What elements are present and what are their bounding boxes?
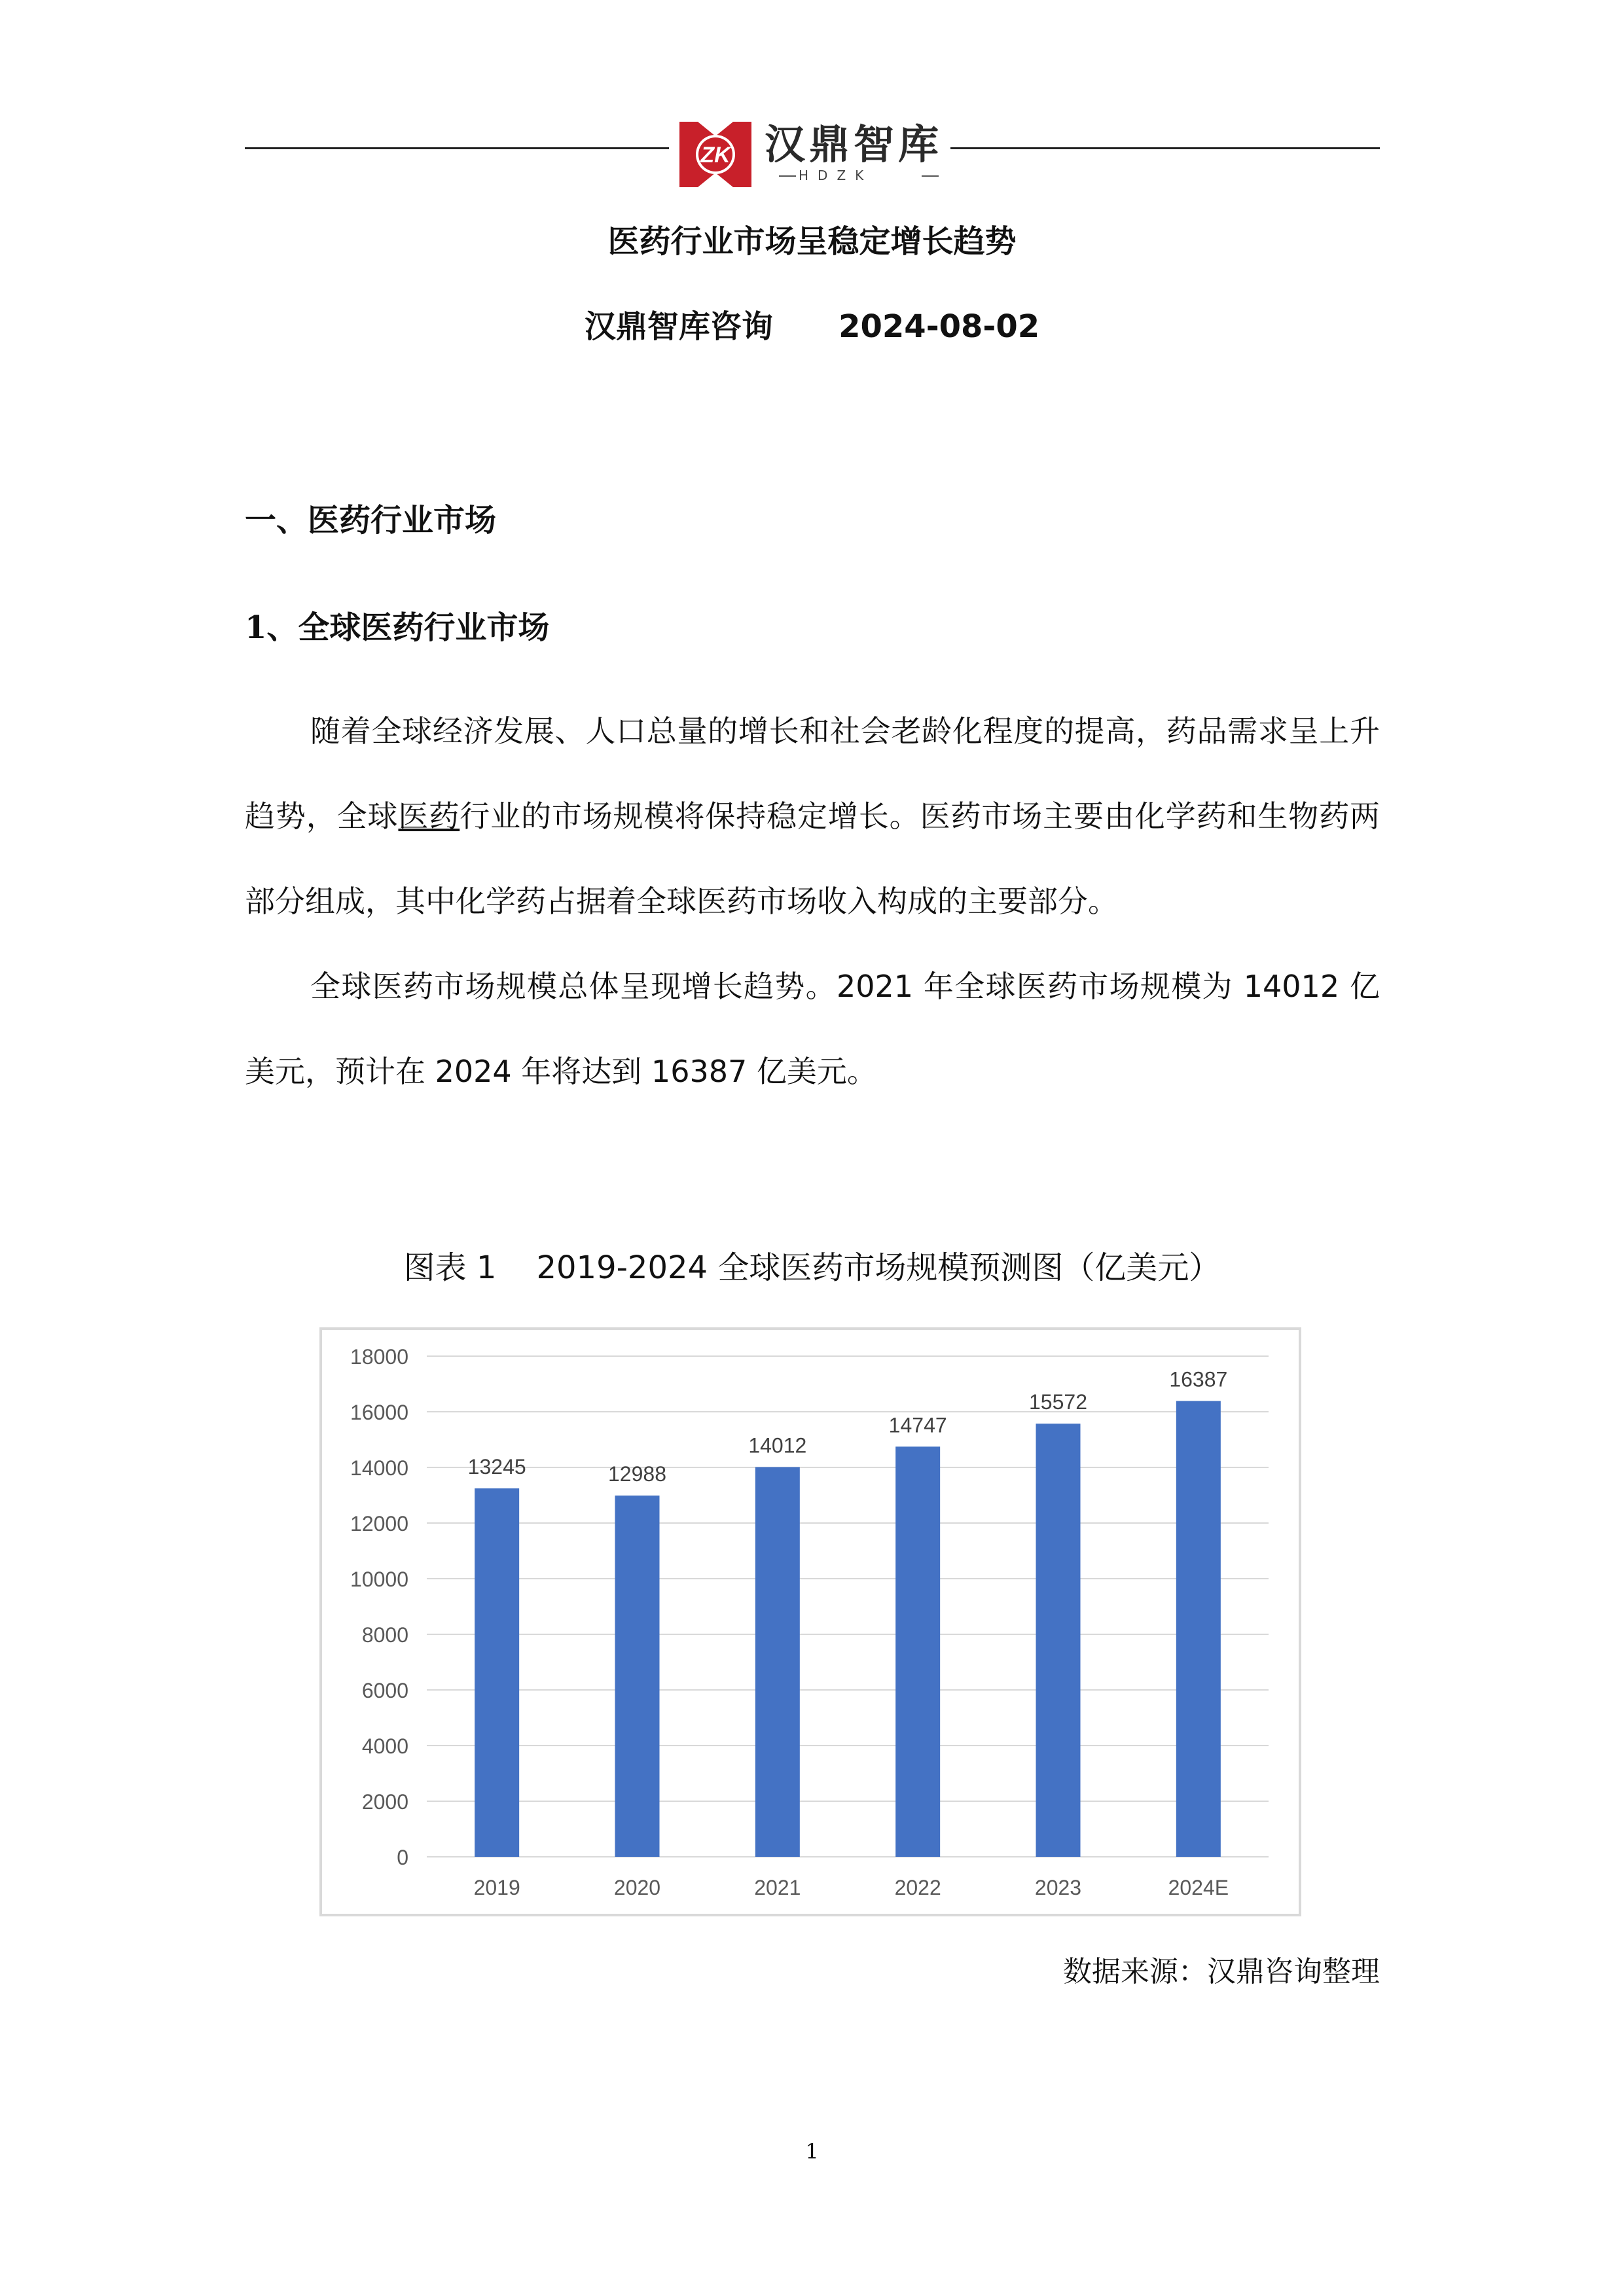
article-title: 医药行业市场呈稳定增长趋势 <box>607 223 1017 260</box>
bar-value-label: 12988 <box>608 1462 666 1486</box>
bar-value-label: 15572 <box>1029 1390 1087 1414</box>
bar <box>1176 1401 1221 1857</box>
data-source: 数据来源：汉鼎咨询整理 <box>1063 1955 1380 1988</box>
y-tick-label: 16000 <box>350 1401 408 1424</box>
logo <box>674 118 949 190</box>
section-heading: 一、医药行业市场 <box>245 502 497 539</box>
x-tick-label: 2023 <box>1034 1876 1082 1899</box>
medicine-link[interactable]: 医药 <box>398 798 460 834</box>
article-byline: 汉鼎智库咨询 2024-08-02 <box>584 308 1040 345</box>
x-tick-label: 2022 <box>894 1876 941 1899</box>
x-tick-label: 2021 <box>754 1876 801 1899</box>
bar-value-label: 16387 <box>1169 1367 1228 1391</box>
subsection-title: 、全球医药行业市场 <box>266 609 550 646</box>
bar <box>755 1467 800 1857</box>
paragraph-1 <box>245 689 1380 944</box>
y-tick-label: 8000 <box>361 1623 408 1647</box>
logo-dash-left <box>779 175 796 177</box>
paragraph-1-part-a: 随着全球经济发展、人口总量的增长和社会老龄化程度的提高，药品需求呈上升趋势，全球 <box>245 713 1380 834</box>
bar-value-label: 14012 <box>748 1433 807 1458</box>
bar-value-label: 14747 <box>888 1413 947 1437</box>
y-tick-label: 2000 <box>361 1790 408 1814</box>
logo-subtext: HDZK <box>799 168 873 183</box>
subsection-heading <box>245 602 549 647</box>
logo-text: 汉鼎智库 <box>765 120 943 168</box>
header-rule-right <box>950 147 1380 149</box>
x-tick-label: 2024E <box>1168 1876 1229 1899</box>
paragraph-1-part-b: 行业的市场规模将保持稳定增长。医药市场主要由化学药和生物药两部分组成，其中化学药占据着全球医药市场收入构成的主要部分。 <box>245 798 1380 919</box>
bar-value-label: 13245 <box>467 1455 526 1479</box>
figure-caption: 图表 1 2019-2024 全球医药市场规模预测图（亿美元） <box>403 1249 1221 1286</box>
x-tick-label: 2019 <box>473 1876 520 1899</box>
bar <box>475 1488 519 1857</box>
y-tick-label: 0 <box>397 1846 408 1869</box>
paragraph-2: 全球医药市场规模总体呈现增长趋势。2021 年全球医药市场规模为 14012 亿美元，预计在 2024 年将达到 16387 亿美元。 <box>245 969 1380 1089</box>
y-tick-label: 4000 <box>361 1734 408 1758</box>
y-tick-label: 6000 <box>361 1679 408 1702</box>
svg-text:ZK: ZK <box>700 143 731 168</box>
header-rule-left <box>245 147 669 149</box>
subsection-number: 1 <box>245 609 267 646</box>
logo-mark-icon <box>679 122 751 187</box>
bar <box>895 1446 940 1857</box>
y-tick-label: 10000 <box>350 1568 408 1591</box>
bar-chart <box>322 1330 1299 1914</box>
page-number: 1 <box>805 2139 819 2164</box>
chart-frame <box>319 1327 1301 1916</box>
y-tick-label: 18000 <box>350 1345 408 1369</box>
bar <box>1036 1424 1081 1857</box>
x-tick-label: 2020 <box>613 1876 661 1899</box>
logo-dash-right <box>922 175 939 177</box>
y-tick-label: 14000 <box>350 1456 408 1480</box>
y-tick-label: 12000 <box>350 1512 408 1535</box>
bar <box>615 1496 660 1857</box>
